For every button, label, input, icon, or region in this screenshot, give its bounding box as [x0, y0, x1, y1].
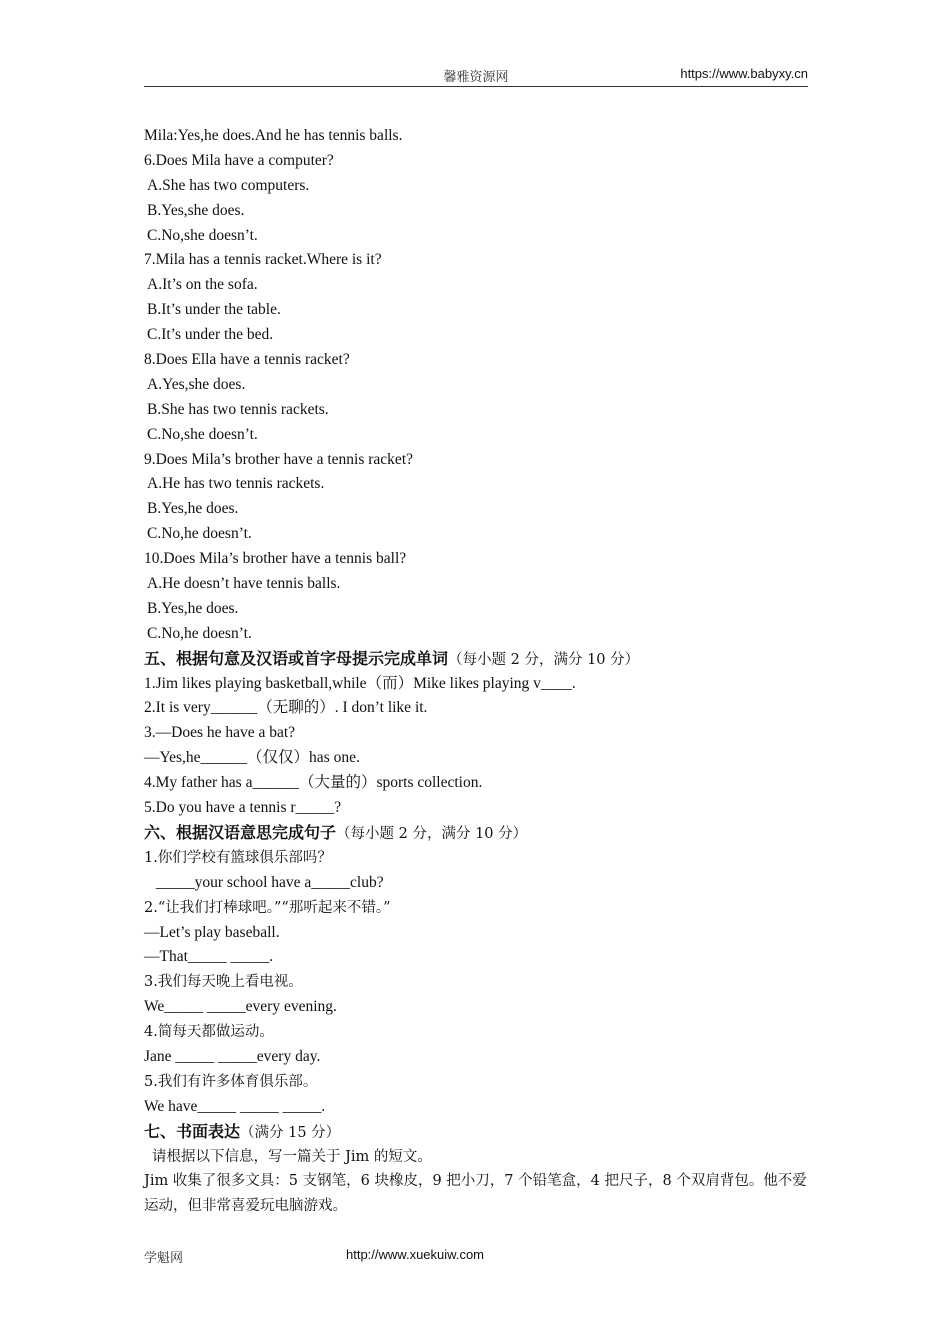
question-7: 7.Mila has a tennis racket.Where is it? — [144, 251, 382, 269]
section-5-item: 2.It is very______（无聊的）. I don’t like it. — [144, 699, 428, 717]
section-6-item: 1.你们学校有篮球俱乐部吗？ — [144, 849, 332, 866]
section-6-item: 4.简每天都做运动。 — [144, 1024, 274, 1041]
section-6-heading — [144, 821, 808, 846]
footer-site-name: 学魁网 — [144, 1251, 184, 1266]
section-5-item: 1.Jim likes playing basketball,while（而）Mike likes playing v____. — [144, 674, 576, 692]
section-6-item: 5.我们有许多体育俱乐部。 — [144, 1073, 318, 1090]
section-6-item: We have_____ _____ _____. — [144, 1097, 326, 1115]
section-6-item: We_____ _____every evening. — [144, 998, 337, 1016]
section-7-instruction: 请根据以下信息，写一篇关于 Jim 的短文。 — [152, 1148, 432, 1165]
section-6-item: 3.我们每天晚上看电视。 — [144, 974, 303, 991]
section-6-item: Jane _____ _____every day. — [144, 1047, 321, 1065]
question-6: 6.Does Mila have a computer? — [144, 151, 334, 169]
question-8-option-b: B.She has two tennis rackets. — [147, 400, 329, 418]
dialogue-line: Mila:Yes,he does.And he has tennis balls. — [144, 127, 403, 144]
section-5-note: （每小题 2 分，满分 10 分） — [448, 651, 640, 668]
section-7-title: 七、书面表达 — [144, 1121, 241, 1141]
section-5-title: 五、根据句意及汉语或首字母提示完成单词 — [144, 648, 449, 668]
section-5-item: —Yes,he______（仅仅）has one. — [144, 749, 360, 767]
question-8-option-a: A.Yes,she does. — [147, 375, 246, 393]
question-10-option-b: B.Yes,he does. — [147, 599, 239, 617]
document-body — [144, 124, 808, 1219]
question-7-option-c: C.It’s under the bed. — [147, 326, 274, 344]
page-footer — [144, 1247, 808, 1267]
question-10: 10.Does Mila’s brother have a tennis ball? — [144, 550, 407, 568]
question-9-option-c: C.No,he doesn’t. — [147, 525, 252, 543]
footer-url: http://www.xuekuiw.com — [346, 1247, 484, 1262]
header-site-name: 馨雅资源网 — [443, 70, 509, 85]
section-7-paragraph: Jim 收集了很多文具：5 支钢笔，6 块橡皮，9 把小刀，7 个铅笔盒，4 把尺子，8 个双肩背包。他不爱运动，但非常喜爱玩电脑游戏。 — [144, 1173, 807, 1215]
section-7-heading — [144, 1120, 808, 1145]
section-7-note: （满分 15 分） — [240, 1124, 341, 1141]
question-9: 9.Does Mila’s brother have a tennis racket? — [144, 450, 414, 468]
header-url: https://www.babyxy.cn — [680, 66, 808, 81]
question-8-option-c: C.No,she doesn’t. — [147, 425, 258, 443]
section-5-item: 4.My father has a______（大量的）sports collection. — [144, 774, 483, 792]
section-6-title: 六、根据汉语意思完成句子 — [144, 822, 337, 842]
question-7-option-b: B.It’s under the table. — [147, 301, 281, 319]
section-6-note: （每小题 2 分，满分 10 分） — [336, 825, 528, 842]
question-8: 8.Does Ella have a tennis racket? — [144, 351, 350, 369]
question-10-option-a: A.He doesn’t have tennis balls. — [147, 575, 341, 593]
question-6-option-a: A.She has two computers. — [147, 176, 310, 194]
section-6-item: —Let’s play baseball. — [144, 923, 280, 941]
section-5-item: 3.—Does he have a bat? — [144, 724, 296, 742]
section-6-item: 2.“让我们打棒球吧。”“那听起来不错。” — [144, 899, 391, 916]
question-6-option-b: B.Yes,she does. — [147, 201, 245, 219]
section-6-item: _____your school have a_____club? — [152, 873, 384, 891]
question-6-option-c: C.No,she doesn’t. — [147, 226, 258, 244]
page-header — [144, 64, 808, 87]
question-10-option-c: C.No,he doesn’t. — [147, 624, 252, 642]
question-7-option-a: A.It’s on the sofa. — [147, 276, 258, 294]
question-9-option-b: B.Yes,he does. — [147, 500, 239, 518]
section-6-item: —That_____ _____. — [144, 948, 274, 966]
section-5-item: 5.Do you have a tennis r_____? — [144, 799, 342, 817]
question-9-option-a: A.He has two tennis rackets. — [147, 475, 325, 493]
section-5-heading — [144, 647, 808, 672]
